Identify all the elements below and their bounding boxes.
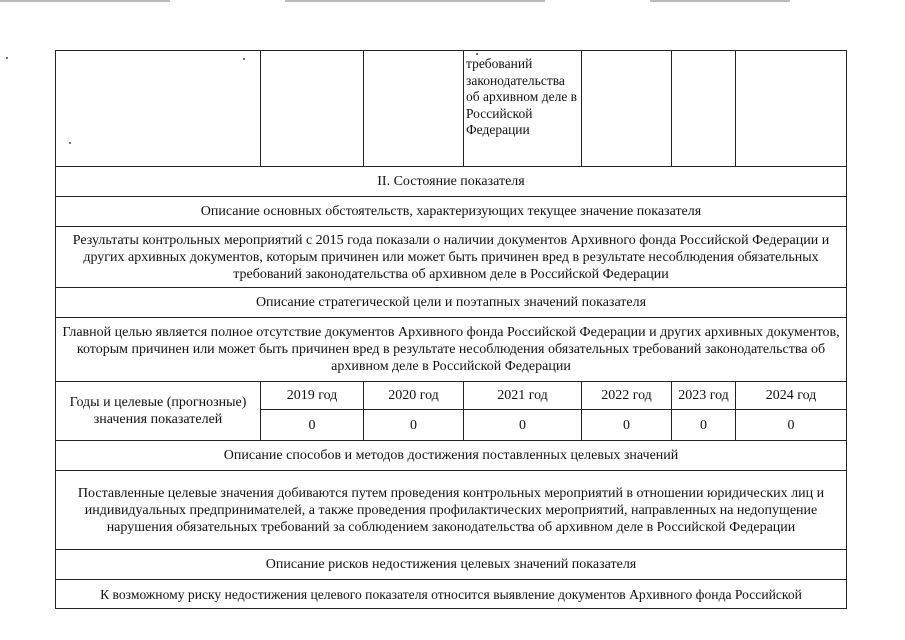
scan-speck [476, 53, 478, 55]
value-2024: 0 [787, 417, 795, 433]
scan-speck [6, 57, 8, 59]
strategic-goal-heading: Описание стратегической цели и поэтапных значений показателя [255, 295, 647, 310]
requirement-text: требований законодательства об архивном деле в Российской Федерации [466, 56, 578, 137]
risks-text: К возможному риску недостижения целевого показателя относится выявление документов Архивного фонда Российской [100, 586, 802, 602]
value-2023: 0 [700, 417, 707, 433]
value-2019: 0 [308, 417, 316, 433]
value-2022: 0 [623, 417, 630, 433]
year-2020: 2020 год [388, 388, 439, 403]
scan-speck [69, 142, 71, 144]
table-rule [363, 50, 364, 166]
methods-text: Поставленные целевые значения добиваются путем проведения контрольных мероприятий в отношении юридических лиц и индивидуальных предпринимателей, а также проведения профилактических мероприятий, направленных на недопущение нарушения обязательных требований за соблюдением законодательства об архивном деле в Российской Федерации [77, 485, 825, 535]
scan-edge-line [0, 0, 170, 2]
section-title: II. Состояние показателя [377, 174, 525, 189]
table-rule [55, 608, 847, 609]
requirement-text-cell [464, 56, 581, 164]
methods-heading: Описание способов и методов достижения поставленных целевых значений [223, 448, 679, 463]
table-rule [55, 50, 56, 609]
table-rule [260, 50, 261, 166]
table-rule [671, 50, 672, 166]
table-rule [55, 50, 847, 51]
strategic-goal-text: Главной целью является полное отсутствие документов Архивного фонда Российской Федерации и других архивных документов, которым причинен или может быть причинен вред в результате несоблюдения обязательных требований законодательства об архивном деле в Российской Федерации [62, 325, 840, 374]
year-2023: 2023 год [678, 388, 729, 403]
year-2022: 2022 год [601, 388, 652, 403]
value-2021: 0 [519, 417, 526, 433]
year-2019: 2019 год [286, 388, 338, 403]
table-rule [846, 50, 847, 609]
scan-edge-line [285, 0, 545, 2]
value-2020: 0 [410, 417, 417, 433]
risks-heading: Описание рисков недостижения целевых значений показателя [265, 557, 637, 572]
scan-edge-line [650, 0, 790, 2]
circumstances-text: Результаты контрольных мероприятий с 2015 года показали о наличии документов Архивного фонда Российской Федерации и других архивных документов, которым причинен или может быть причинен вред в результате несоблюдения обязательных требований законодательства об архивном деле в Российской Федерации [72, 232, 830, 282]
year-2021: 2021 год [497, 388, 548, 403]
circumstances-heading: Описание основных обстоятельств, характеризующих текущее значение показателя [200, 204, 702, 219]
scan-speck [243, 58, 245, 60]
targets-label: Годы и целевые (прогнозные) значения показателей [69, 395, 247, 427]
table-rule [581, 50, 582, 166]
year-2024: 2024 год [765, 388, 817, 403]
table-rule [735, 50, 736, 166]
